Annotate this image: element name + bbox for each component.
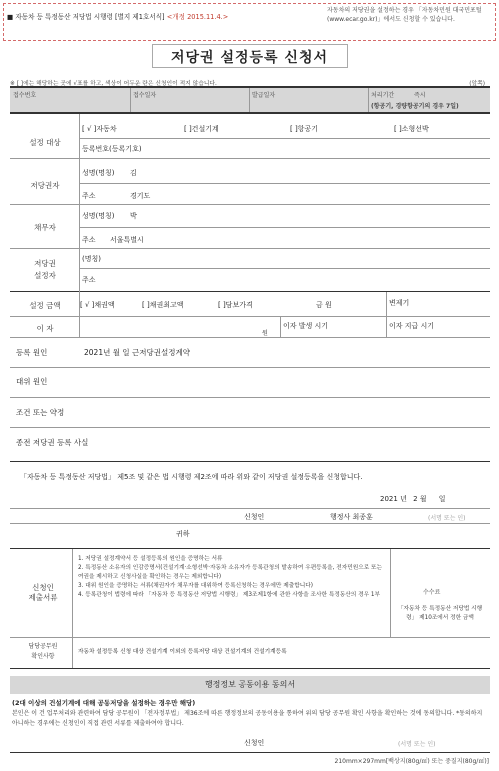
divider bbox=[10, 752, 490, 753]
consent-title: 행정정보 공동이용 동의서 bbox=[10, 676, 490, 694]
date-year-unit: 년 bbox=[400, 495, 407, 503]
date-day-unit: 일 bbox=[438, 495, 446, 503]
required-documents-list bbox=[78, 555, 388, 600]
doc-item-3: 3. 대위 원인을 증명하는 서류(채권자가 채무자를 대위하여 등록신청하는 경우에만 제출합니다) bbox=[78, 583, 313, 589]
doc-item-2: 2. 특정동산 소유자의 인감증명서(건설기계·소형선박·자동차 소유자가 등록관청의 발송하여 우편등록을, 전자민원으로 또는 여권을 제시하고 신청사실을 확인하는 경우는 제외합니다) bbox=[78, 565, 383, 580]
online-notice: 자동차의 저당권을 설정하는 경우 「자동차민원 대국민포털(www.ecar.go.kr)」에서도 신청할 수 있습니다. bbox=[327, 7, 482, 23]
consent-body: 본인은 이 건 업무처리와 관련하여 담당 공무원이 「전자정부법」 제36조에 따른 행정정보의 공동이용을 통하여 위의 담당 공무원 확인 사항을 확인하는 것에 동의합니다. *동의하지 아니하는 경우에는 신청인이 직접 관련 서류를 제출하여야 합니다. bbox=[12, 710, 483, 727]
interest-start-label: 이자 발생 시기 bbox=[283, 322, 329, 330]
divider bbox=[10, 508, 490, 509]
receipt-no-label: 접수번호 bbox=[13, 92, 37, 99]
processing-period-label: 처리기간 bbox=[371, 92, 395, 99]
recipient-honorific: 귀하 bbox=[176, 530, 190, 538]
official-check-line2: 확인사항 bbox=[31, 653, 55, 660]
cause-value[interactable]: 2021년 월 일 근저당권설정계약 bbox=[84, 348, 190, 357]
applicant-name-field[interactable]: 행정사 최종훈 bbox=[330, 513, 373, 521]
setter-label-line2: 설정자 bbox=[34, 271, 56, 280]
receipt-date-label: 접수일자 bbox=[133, 92, 157, 99]
form-instructions: ※ [ ]에는 해당하는 곳에 √표를 하고, 색상이 어두운 란은 신청인이 적지 않습니다. bbox=[10, 81, 217, 87]
option-max-claim[interactable]: [ ]채권최고액 bbox=[142, 301, 184, 309]
debtor-address-label: 주소 bbox=[82, 236, 96, 244]
repayment-period-label: 변제기 bbox=[389, 299, 410, 307]
docs-label-line2: 제출서류 bbox=[28, 593, 58, 602]
option-collateral-value[interactable]: [ ]담보가격 bbox=[218, 301, 253, 309]
date-month: 2 bbox=[413, 495, 418, 503]
interest-label: 이 자 bbox=[36, 324, 54, 333]
amend-date: <개정 2015.11.4.> bbox=[166, 13, 229, 21]
paper-spec-footer: 210mm×297mm[백상지(80g/㎡) 또는 중질지(80g/㎡)] bbox=[334, 758, 489, 765]
option-claim-amount[interactable]: [ √ ]채권액 bbox=[80, 301, 115, 309]
subrogation-cause-label: 대위 원인 bbox=[16, 377, 48, 386]
amount-label: 설정 금액 bbox=[29, 301, 61, 310]
form-title: 저당권 설정등록 신청서 bbox=[171, 50, 328, 66]
date-year: 2021 bbox=[380, 495, 398, 503]
amount-won-field[interactable]: 금 원 bbox=[316, 301, 332, 309]
interest-won-unit: 원 bbox=[262, 330, 268, 337]
applicant-label: 신청인 bbox=[244, 513, 265, 521]
divider bbox=[390, 549, 391, 637]
processing-period-note: (항공기, 경량항공기의 경우 7일) bbox=[371, 103, 459, 110]
previous-mortgage-label: 종전 저당권 등록 사실 bbox=[16, 438, 89, 447]
conditions-label: 조건 또는 약정 bbox=[16, 408, 65, 417]
option-ship[interactable]: [ ]소형선박 bbox=[394, 125, 429, 133]
mortgagee-address-label: 주소 bbox=[82, 192, 96, 200]
issue-date-label: 발급일자 bbox=[252, 92, 276, 99]
setter-label-line1: 저당권 bbox=[34, 259, 56, 268]
law-reference bbox=[7, 11, 228, 21]
docs-label bbox=[14, 583, 72, 603]
debtor-label: 채무자 bbox=[34, 223, 56, 232]
application-date[interactable] bbox=[380, 494, 446, 504]
mortgagee-label: 저당권자 bbox=[30, 181, 60, 190]
divider bbox=[10, 668, 490, 669]
divider bbox=[10, 427, 490, 428]
fee-text: 「자동차 등 특정동산 저당법 시행령」 제10조에서 정한 금액 bbox=[397, 606, 483, 621]
divider bbox=[10, 548, 490, 549]
divider bbox=[10, 637, 490, 638]
divider bbox=[10, 523, 490, 524]
option-construction[interactable]: [ ]건설기계 bbox=[184, 125, 219, 133]
debtor-name-label: 성명(명칭) bbox=[82, 212, 115, 220]
option-car[interactable]: [ √ ]자동차 bbox=[82, 125, 117, 133]
date-month-unit: 월 bbox=[419, 495, 427, 503]
doc-item-1: 1. 저당권 설정계약서 등 설정등록의 원인을 증명하는 서류 bbox=[78, 556, 223, 562]
divider bbox=[10, 367, 490, 368]
divider bbox=[72, 549, 73, 668]
doc-item-4: 4. 등록관청이 법령에 따라 「자동차 등 특정동산 저당법 시행령」 제3조제1항에 관한 사항을 조사한 특정동산의 경우 1부 bbox=[78, 592, 381, 598]
mortgagee-name-field[interactable]: 김 bbox=[130, 169, 137, 177]
interest-payment-label: 이자 지급 시기 bbox=[389, 322, 435, 330]
consent-sign-hint[interactable]: (서명 또는 인) bbox=[398, 741, 436, 748]
page-side-label: (앞쪽) bbox=[469, 81, 485, 87]
consent-subtitle: (2대 이상의 건설기계에 대해 공동저당을 설정하는 경우만 해당) bbox=[12, 699, 196, 707]
divider bbox=[10, 461, 490, 462]
mortgagee-address-field[interactable]: 경기도 bbox=[130, 192, 151, 200]
official-check-label bbox=[14, 642, 72, 662]
cause-label: 등록 원인 bbox=[16, 348, 48, 357]
official-check-line1: 담당공무원 bbox=[28, 643, 58, 650]
official-check-text: 자동차 설정등록 신청 대상 건설기계 이외의 등록저당 대상 건설기계의 건설기계등록 bbox=[78, 649, 287, 655]
fee-label: 수수료 bbox=[423, 589, 441, 596]
option-aircraft[interactable]: [ ]항공기 bbox=[290, 125, 318, 133]
mortgagee-name-label: 성명(명칭) bbox=[82, 169, 115, 177]
setter-address-label: 주소 bbox=[82, 276, 96, 284]
receipt-frame bbox=[10, 86, 490, 113]
target-label: 설정 대상 bbox=[29, 138, 61, 147]
debtor-address-field[interactable]: 서울특별시 bbox=[110, 236, 144, 244]
declaration-text: 「자동차 등 특정동산 저당법」 제5조 및 같은 법 시행령 제2조에 따라 위와 같이 저당권 설정등록을 신청합니다. bbox=[20, 473, 363, 481]
docs-label-line1: 신청인 bbox=[32, 583, 54, 592]
setter-name-label: (명칭) bbox=[82, 255, 101, 263]
processing-period-value: 즉시 bbox=[414, 92, 426, 99]
debtor-name-field[interactable]: 박 bbox=[130, 212, 137, 220]
registration-number-label: 등록번호(등록기호) bbox=[82, 145, 142, 153]
consent-applicant-label: 신청인 bbox=[244, 739, 265, 747]
law-reference-text: ■ 자동차 등 특정동산 저당법 시행령 [별지 제1호서식] bbox=[7, 13, 165, 21]
divider bbox=[10, 397, 490, 398]
applicant-sign-hint[interactable]: (서명 또는 인) bbox=[428, 515, 466, 522]
main-frame bbox=[10, 113, 490, 338]
